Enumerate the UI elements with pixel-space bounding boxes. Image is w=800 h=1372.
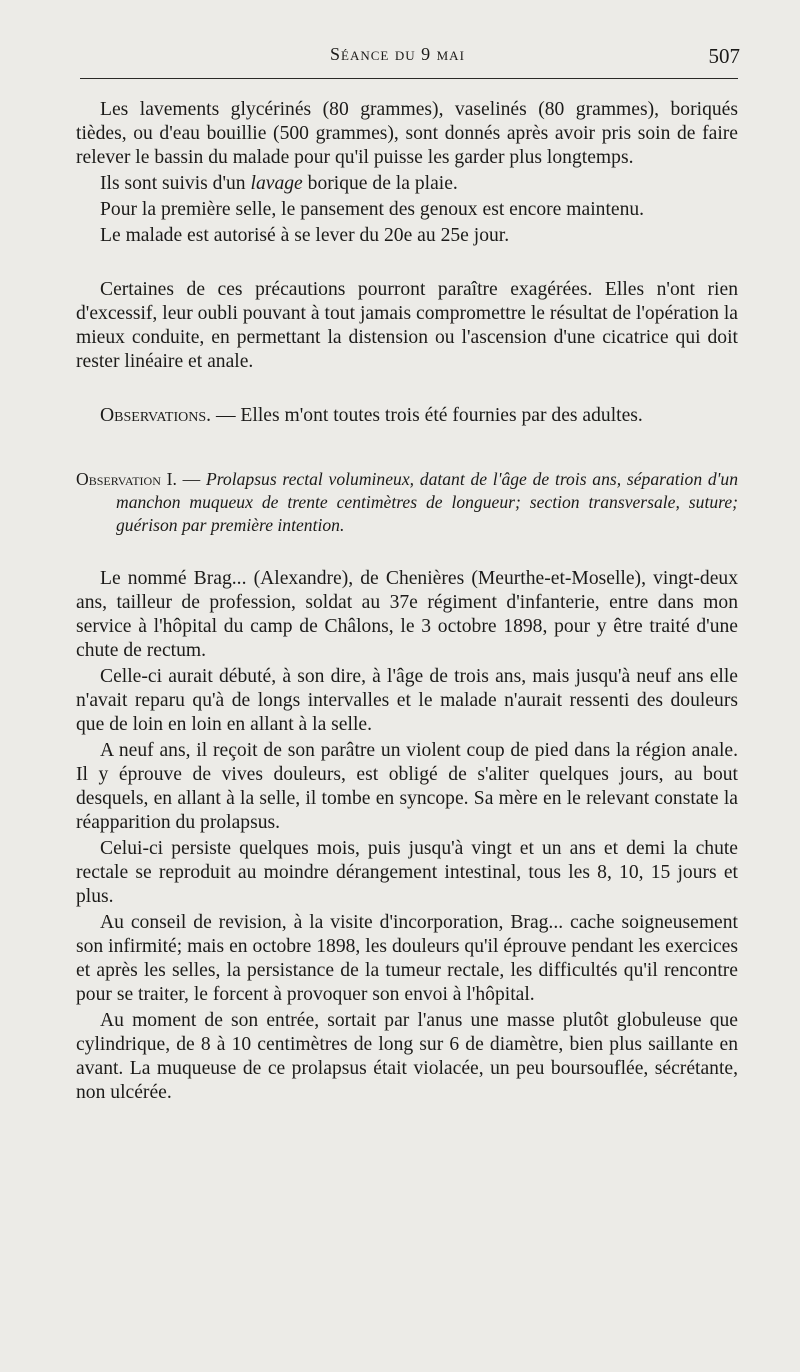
observation-heading: Observation I. — Prolapsus rectal volumineux, datant de l'âge de trois ans, séparation d'un manchon muqueux de trente centimètres de longueur; section transversale, suture; guérison par première intention. — [76, 469, 739, 535]
body-text — [76, 98, 738, 1105]
text-block-case — [76, 567, 738, 1105]
paragraph: Ils sont suivis d'un lavage borique de la plaie. — [100, 173, 458, 194]
observation-label: Observation I. — [76, 469, 177, 489]
text-block-postop — [76, 98, 738, 248]
paragraph: Le nommé Brag... (Alexandre), de Chenières (Meurthe-et-Moselle), vingt-deux ans, tailleur de profession, soldat au 37e régiment d'infanterie, entre dans mon service à l'hôpital du camp de Châlons, le 3 octobre 1898, pour y être traité d'une chute de rectum. — [76, 568, 738, 661]
paragraph: Au conseil de revision, à la visite d'incorporation, Brag... cache soigneusement son infirmité; mais en octobre 1898, les douleurs qu'il éprouve pendant les exercices et après les selles, la persistance de la tumeur rectale, les difficultés qu'il rencontre pour se traiter, le forcent à provoquer son envoi à l'hôpital. — [76, 912, 738, 1005]
paragraph: Pour la première selle, le pansement des genoux est encore maintenu. — [100, 199, 645, 220]
running-title: Séance du 9 mai — [330, 44, 465, 64]
paragraph: Le malade est autorisé à se lever du 20e au 25e jour. — [100, 225, 510, 246]
page-number: 507 — [708, 44, 740, 68]
paragraph: Certaines de ces précautions pourront paraître exagérées. Elles n'ont rien d'excessif, leur oubli pouvant à tout jamais compromettre le résultat de l'opération la mieux conduite, en permettant la distension ou l'ascension d'une cicatrice qui doit rester linéaire et anale. — [76, 279, 738, 372]
text-block-precautions — [76, 278, 738, 374]
paragraph: Au moment de son entrée, sortait par l'anus une masse plutôt globuleuse que cylindrique, de 8 à 10 centimètres de long sur 6 de diamètre, bien plus saillante en avant. La muqueuse de ce prolapsus était violacée, un peu boursouflée, sécrétante, non ulcérée. — [76, 1010, 738, 1103]
observations-label: Observations. — [100, 405, 212, 426]
observation-1-heading — [76, 468, 738, 537]
paragraph: A neuf ans, il reçoit de son parâtre un violent coup de pied dans la région anale. Il y éprouve de vives douleurs, est obligé de s'aliter quelques jours, au bout desquels, en allant à la selle, il tombe en syncope. Sa mère en le relevant constate la réapparition du prolapsus. — [76, 740, 738, 833]
paragraph: Les lavements glycérinés (80 grammes), vaselinés (80 grammes), boriqués tièdes, ou d'eau bouillie (500 grammes), sont donnés après avoir pris soin de faire relever le bassin du malade pour qu'il puisse les garder plus longtemps. — [76, 99, 738, 168]
page-header — [80, 44, 740, 74]
observations-intro — [76, 404, 738, 428]
paragraph: Celle-ci aurait débuté, à son dire, à l'âge de trois ans, mais jusqu'à neuf ans elle n'avait reparu qu'à de longs intervalles et le malade n'aurait ressenti des douleurs que de loin en loin en allant à la selle. — [76, 666, 738, 735]
header-rule — [80, 78, 738, 79]
paragraph: Celui-ci persiste quelques mois, puis jusqu'à vingt et un ans et demi la chute rectale se reproduit au moindre dérangement intestinal, tous les 8, 10, 15 jours et plus. — [76, 838, 738, 907]
observation-title: Prolapsus rectal volumineux, datant de l'âge de trois ans, séparation d'un manchon muqueux de trente centimètres de longueur; section transversale, suture; guérison par première intention. — [116, 469, 739, 535]
paragraph: Observations. — Elles m'ont toutes trois été fournies par des adultes. — [100, 405, 643, 426]
